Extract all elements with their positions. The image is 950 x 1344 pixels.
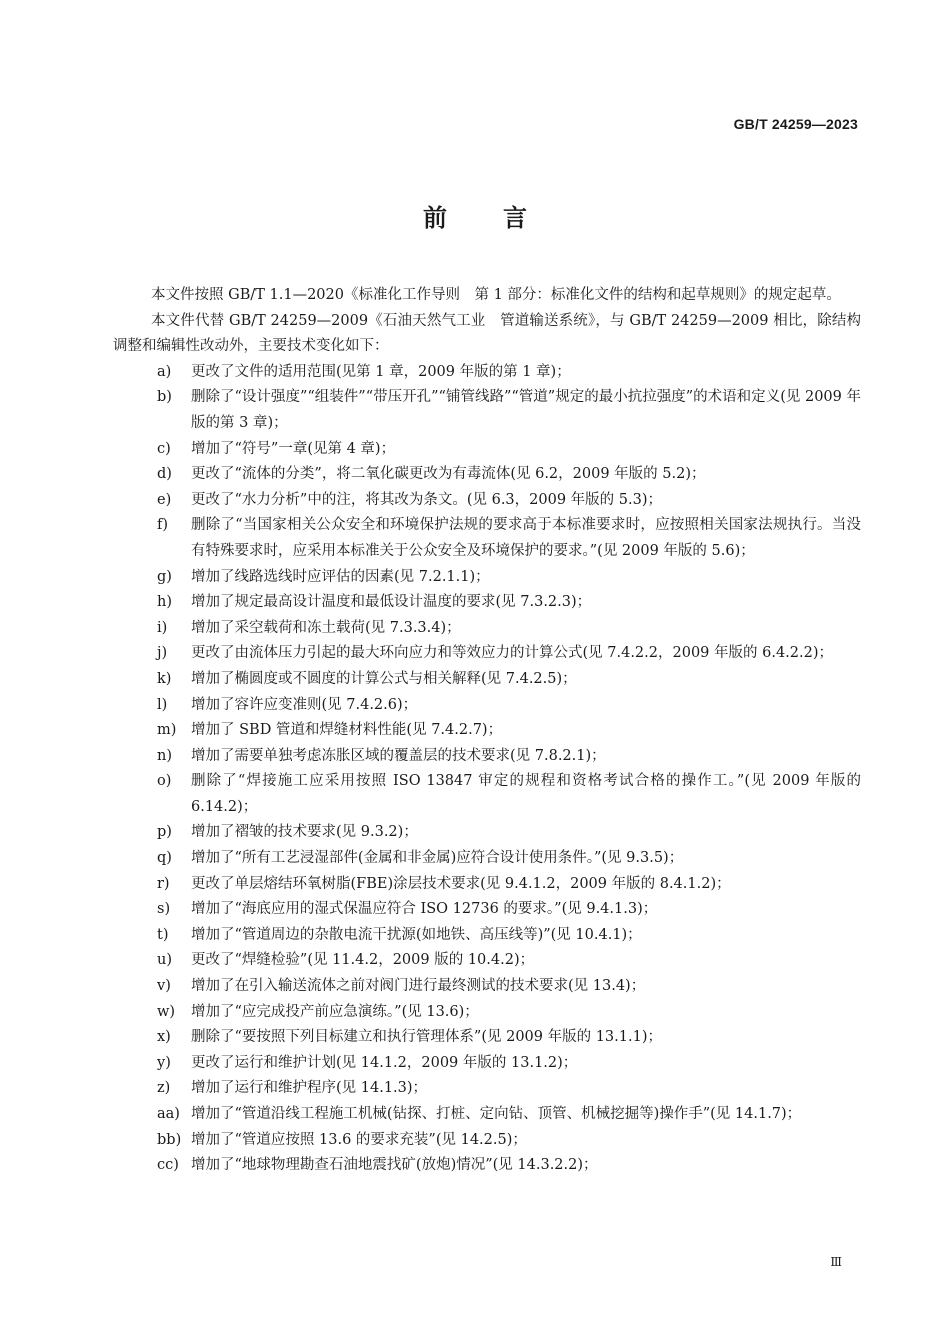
- change-item-label: l): [157, 696, 168, 713]
- change-item-text: 增加了“管道应按照 13.6 的要求充装”(见 14.2.5)；: [191, 1131, 527, 1148]
- change-item-label: b): [157, 389, 172, 406]
- change-item: [113, 488, 861, 514]
- change-item-text: 增加了需要单独考虑冻胀区域的覆盖层的技术要求(见 7.8.2.1)；: [191, 747, 606, 764]
- change-item-label: f): [157, 517, 169, 534]
- change-item-label: o): [157, 773, 172, 790]
- change-item-label: y): [157, 1054, 171, 1071]
- change-item-label: i): [157, 619, 168, 636]
- change-item-label: h): [157, 594, 172, 611]
- change-item: [113, 513, 861, 564]
- change-item-text: 增加了褶皱的技术要求(见 9.3.2)；: [191, 824, 418, 841]
- standard-code: GB/T 24259—2023: [733, 116, 858, 132]
- change-item: [113, 1076, 861, 1102]
- page-title: 前言: [423, 204, 583, 232]
- change-item-label: q): [157, 850, 172, 867]
- change-item: [113, 565, 861, 591]
- change-item: [113, 948, 861, 974]
- intro-paragraph: 本文件按照 GB/T 1.1—2020《标准化工作导则 第 1 部分：标准化文件的结构和起草规则》的规定起草。: [151, 287, 841, 303]
- change-item-label: cc): [157, 1157, 179, 1174]
- change-item: [113, 360, 861, 386]
- change-item-label: m): [157, 722, 177, 739]
- change-item-label: p): [157, 824, 172, 841]
- change-item-text: 更改了文件的适用范围(见第 1 章，2009 年版的第 1 章)；: [191, 363, 571, 380]
- change-item-text: 删除了“当国家相关公众安全和环境保护法规的要求高于本标准要求时，应按照相关国家法规执行。当没有特殊要求时，应采用本标准关于公众安全及环境保护的要求。”(见 2009 年版的 5.6)；: [191, 517, 861, 559]
- change-item: [113, 1128, 861, 1154]
- change-item: [113, 693, 861, 719]
- change-item-text: 增加了椭圆度或不圆度的计算公式与相关解释(见 7.4.2.5)；: [191, 670, 577, 687]
- change-item-label: t): [157, 926, 169, 943]
- change-item-text: 增加了线路选线时应评估的因素(见 7.2.1.1)；: [191, 568, 490, 585]
- change-item-text: 删除了“设计强度”“组装件”“带压开孔”“铺管线路”“管道”规定的最小抗拉强度”的术语和定义(见 2009 年版的第 3 章)；: [191, 389, 861, 431]
- change-item: [113, 820, 861, 846]
- change-item-text: 删除了“焊接施工应采用按照 ISO 13847 审定的规程和资格考试合格的操作工。”(见 2009 年版的 6.14.2)；: [191, 773, 861, 815]
- change-item-text: 更改了“焊缝检验”(见 11.4.2，2009 版的 10.4.2)；: [191, 952, 535, 969]
- change-item-text: 增加了“管道沿线工程施工机械(钻探、打桩、定向钻、顶管、机械挖掘等)操作手”(见 14.1.7)；: [191, 1106, 802, 1122]
- change-item: [113, 769, 861, 820]
- change-item: [113, 897, 861, 923]
- change-item-text: 增加了“应完成投产前应急演练。”(见 13.6)；: [191, 1003, 479, 1020]
- change-item-text: 更改了“水力分析”中的注，将其改为条文。(见 6.3，2009 年版的 5.3)；: [191, 491, 662, 508]
- change-item-label: z): [157, 1080, 171, 1097]
- change-item-text: 更改了由流体压力引起的最大环向应力和等效应力的计算公式(见 7.4.2.2，2009 年版的 6.4.2.2)；: [191, 645, 833, 662]
- change-item-label: e): [157, 491, 172, 508]
- change-item: [113, 667, 861, 693]
- change-item: [113, 923, 861, 949]
- change-item-label: c): [157, 440, 171, 457]
- change-item-text: 增加了在引入输送流体之前对阀门进行最终测试的技术要求(见 13.4)；: [191, 978, 646, 995]
- change-item: [113, 1102, 861, 1128]
- change-item-text: 删除了“要按照下列目标建立和执行管理体系”(见 2009 年版的 13.1.1)；: [191, 1029, 662, 1046]
- change-item-label: v): [157, 978, 171, 995]
- change-item: [113, 718, 861, 744]
- document-body: [113, 283, 861, 1179]
- change-item: [113, 846, 861, 872]
- change-item: [113, 1051, 861, 1077]
- change-item: [113, 1025, 861, 1051]
- change-item-text: 更改了单层熔结环氧树脂(FBE)涂层技术要求(见 9.4.1.2，2009 年版的 8.4.1.2)；: [191, 875, 731, 892]
- change-item-label: n): [157, 747, 172, 764]
- change-item: [113, 744, 861, 770]
- change-item: [113, 437, 861, 463]
- change-item: [113, 974, 861, 1000]
- change-item: [113, 590, 861, 616]
- change-item-text: 增加了“符号”一章(见第 4 章)；: [191, 440, 396, 457]
- change-item: [113, 462, 861, 488]
- change-item-label: aa): [157, 1106, 180, 1122]
- change-item-text: 更改了运行和维护计划(见 14.1.2，2009 年版的 13.1.2)；: [191, 1054, 578, 1071]
- change-item-text: 更改了“流体的分类”，将二氧化碳更改为有毒流体(见 6.2，2009 年版的 5.2)；: [191, 466, 706, 483]
- change-item-text: 增加了规定最高设计温度和最低设计温度的要求(见 7.3.2.3)；: [191, 594, 592, 611]
- change-item-label: a): [157, 363, 172, 380]
- change-item-text: 增加了“所有工艺浸湿部件(金属和非金属)应符合设计使用条件。”(见 9.3.5)；: [191, 850, 684, 867]
- change-item-text: 增加了运行和维护程序(见 14.1.3)；: [191, 1080, 428, 1097]
- change-item-label: d): [157, 466, 172, 483]
- change-item-text: 增加了采空载荷和冻土载荷(见 7.3.3.4)；: [191, 619, 461, 636]
- change-item-label: j): [157, 645, 168, 662]
- change-item-text: 增加了容许应变准则(见 7.4.2.6)；: [191, 696, 418, 713]
- change-item-text: 增加了“管道周边的杂散电流干扰源(如地铁、高压线等)”(见 10.4.1)；: [191, 926, 642, 943]
- change-item-label: bb): [157, 1131, 182, 1148]
- change-item-label: u): [157, 952, 172, 969]
- change-item: [113, 1000, 861, 1026]
- change-item-label: r): [157, 875, 170, 892]
- replacement-paragraph: 本文件代替 GB/T 24259—2009《石油天然气工业 管道输送系统》，与 GB/T 24259—2009 相比，除结构调整和编辑性改动外，主要技术变化如下：: [113, 312, 861, 355]
- change-item: [113, 1153, 861, 1179]
- change-item-label: k): [157, 670, 172, 687]
- change-item-text: 增加了“海底应用的湿式保温应符合 ISO 12736 的要求。”(见 9.4.1.3)；: [191, 901, 658, 918]
- change-item: [113, 872, 861, 898]
- change-item-text: 增加了 SBD 管道和焊缝材料性能(见 7.4.2.7)；: [191, 722, 503, 739]
- change-item: [113, 385, 861, 436]
- change-list: [113, 360, 861, 1179]
- change-item: [113, 641, 861, 667]
- change-item-text: 增加了“地球物理勘查石油地震找矿(放炮)情况”(见 14.3.2.2)；: [191, 1157, 598, 1174]
- page-number: Ⅲ: [830, 1255, 842, 1269]
- change-item-label: g): [157, 568, 172, 585]
- change-item: [113, 616, 861, 642]
- change-item-label: w): [157, 1003, 176, 1020]
- change-item-label: s): [157, 901, 171, 918]
- change-item-label: x): [157, 1029, 171, 1046]
